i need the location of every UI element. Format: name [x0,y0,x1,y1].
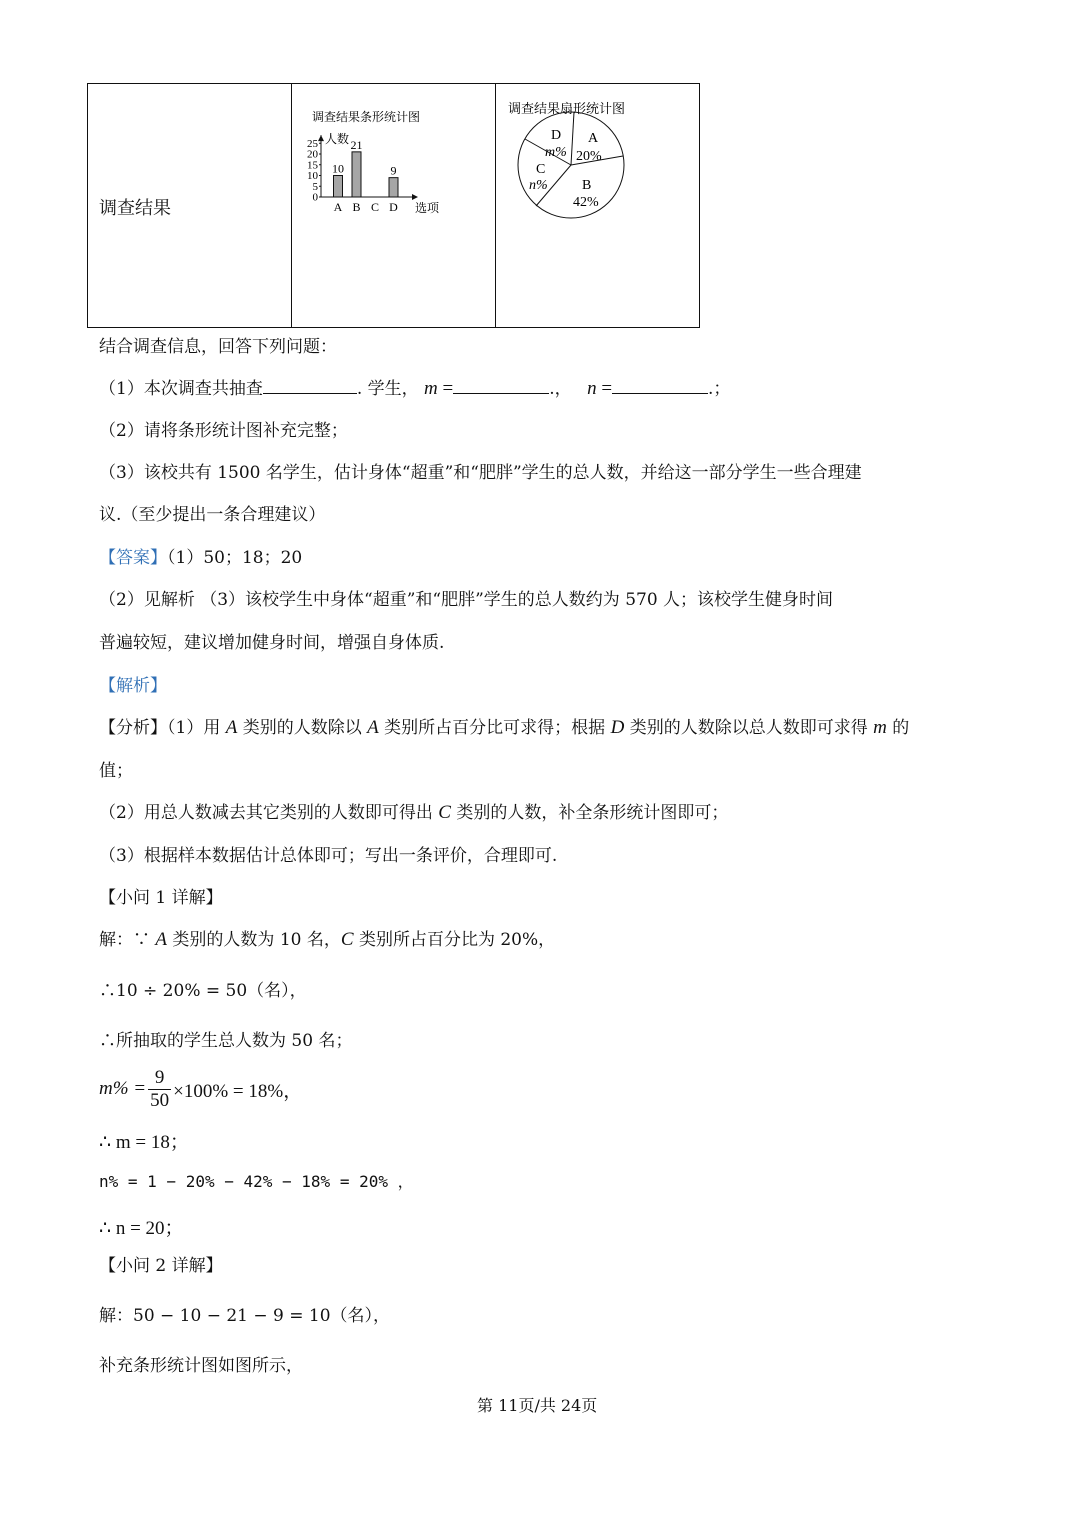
pie-slice-value-b: 42% [573,195,599,210]
fraction-rhs: ×100% = 18%， [173,1080,303,1102]
fraction-numerator: 9 [148,1067,171,1090]
solution-line-4: 解：50 − 10 − 21 − 9 = 10（名）， [99,1306,391,1326]
q1-end: .； [708,379,731,399]
bar-value-label-b: 21 [350,137,363,152]
var-a: A [225,717,238,738]
bar-a [334,176,343,198]
question-3-line-2: 议.（至少提出一条合理建议） [99,505,326,525]
subquestion-2-heading: 【小问 2 详解】 [99,1256,223,1276]
subquestion-1-heading: 【小问 1 详解】 [99,888,223,908]
y-tick-label: 0 [312,191,318,204]
analysis-text: 的 [886,718,910,738]
q1-answer-blank-total [263,379,357,394]
bar-d [389,178,398,197]
y-tick-label: 15 [307,159,318,172]
q1-var-n: n [587,378,597,399]
solution-text: 类别所占百分比为 20%， [353,930,556,950]
solution-text: 解：∵ [99,930,156,950]
y-tick-label: 5 [312,180,318,193]
q1-equals-m: = [437,378,454,399]
y-tick-label: 25 [307,137,318,150]
analysis-line-1 [99,717,909,739]
solution-line-1 [99,929,555,951]
question-3-line-1: （3）该校共有 1500 名学生，估计身体“超重”和“肥胖”学生的总人数，并给这一部分学生一些合理建 [99,463,862,483]
answer-line-2: （2）见解析 （3）该校学生中身体“超重”和“肥胖”学生的总人数约为 570 人；该校学生健身时间 [99,590,834,610]
fraction-lhs: m% = [99,1078,147,1099]
question-2: （2）请将条形统计图补充完整； [99,421,348,441]
pie-chart [496,84,699,323]
analysis-text: （2）用总人数减去其它类别的人数即可得出 [99,803,439,823]
x-tick-label-d: D [389,200,398,214]
var-m: m [873,717,887,738]
solution-n-result: ∴ n = 20； [99,1218,184,1239]
answer-line-3: 普遍较短，建议增加健身时间，增强自身体质. [99,633,445,653]
y-axis-arrow [318,135,324,141]
pie-slice-value-c: n% [529,178,548,193]
solution-line-2: ∴10 ÷ 20% = 50（名）， [99,981,307,1001]
solution-n-equation: n% = 1 − 20% − 42% − 18% = 20% ， [99,1172,414,1191]
y-tick-label: 20 [307,148,318,161]
analysis-text: 类别的人数，补全条形统计图即可； [450,803,729,823]
bar-chart-title: 调查结果条形统计图 [312,110,421,124]
var-a: A [367,717,379,738]
bar-value-label-a: 10 [332,161,344,176]
var-c: C [340,929,354,950]
q1-answer-blank-m [453,379,549,394]
answer-1: （1）50；18；20 [167,548,303,568]
analysis-text: 【分析】（1）用 [99,718,226,738]
question-1 [99,378,730,400]
pie-slice-value-a: 20% [576,149,602,164]
survey-table [87,83,700,328]
var-a: A [155,929,168,950]
pie-slice-label-d: D [551,128,562,143]
analysis-line-2: 值； [99,761,133,781]
solution-line-5: 补充条形统计图如图所示， [99,1356,303,1376]
bar-value-label-d: 9 [390,163,397,178]
solution-m-result: ∴ m = 18； [99,1132,189,1153]
row-label: 调查结果 [99,198,171,219]
answer-line-1 [99,547,302,569]
fraction-denominator: 50 [150,1089,170,1111]
q1-answer-blank-n [612,379,708,394]
var-c: C [438,802,451,823]
label-cell [88,84,292,328]
analysis-text: 类别所占百分比可求得；根据 [378,718,611,738]
q1-mid1: . 学生， [356,379,419,399]
intro-text: 结合调查信息，回答下列问题： [99,337,337,357]
analysis-line-3 [99,802,728,824]
x-tick-label-a: A [333,200,343,214]
pie-chart-cell [496,84,700,328]
x-tick-label-c: C [370,200,380,214]
y-tick-label: 10 [307,170,318,182]
page-footer: 第 11页/共 24页 [477,1396,598,1415]
q1-equals-n: = [596,378,613,399]
bar-chart [292,84,495,323]
pie-slice-label-b: B [582,178,592,193]
pie-slice-label-c: C [536,162,546,177]
bar-chart-cell [292,84,496,328]
solution-text: 类别的人数为 10 名， [167,930,341,950]
pie-slice-value-d: m% [545,145,567,160]
x-tick-label-b: B [352,200,361,214]
bar-chart-plot [307,131,440,215]
q1-mid2: .， [549,379,572,399]
x-axis-arrow [412,194,418,200]
fraction [148,1067,171,1112]
solution-fraction-line [99,1063,302,1115]
q1-prefix: （1）本次调查共抽查 [99,379,263,399]
pie-chart-title: 调查结果扇形统计图 [508,101,626,116]
analysis-tag: 【解析】 [99,676,167,696]
analysis-text: 类别的人数除以总人数即可求得 [624,718,874,738]
bar-b [352,152,361,197]
y-axis-label: 人数 [325,132,350,147]
solution-line-3: ∴所抽取的学生总人数为 50 名； [99,1031,353,1051]
analysis-line-4: （3）根据样本数据估计总体即可；写出一条评价，合理即可. [99,846,558,866]
pie-divider-a [571,112,574,165]
pie-slice-label-a: A [588,131,599,146]
analysis-text: 类别的人数除以 [237,718,368,738]
q1-var-m: m [424,378,438,399]
answer-tag: 【答案】 [99,548,167,568]
var-d: D [610,717,625,738]
x-axis-label: 选项 [415,201,440,215]
